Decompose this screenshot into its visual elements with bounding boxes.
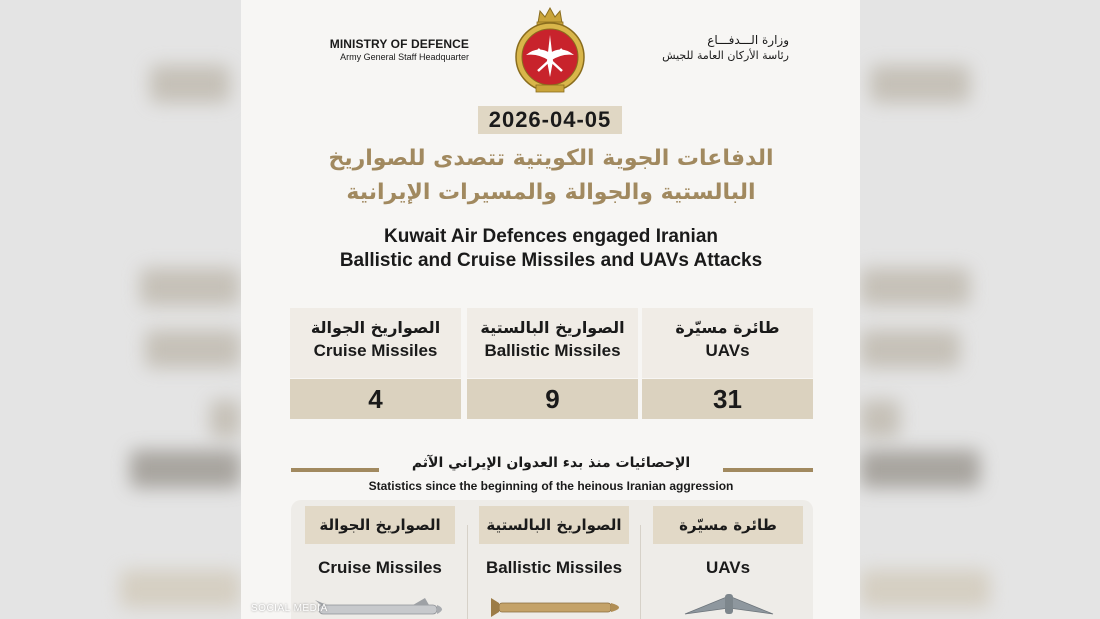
today-stat-cruise — [290, 308, 461, 419]
stat-value: 4 — [290, 379, 461, 419]
ministry-name-en: MINISTRY OF DEFENCE — [329, 37, 469, 51]
stat-header — [467, 308, 638, 378]
total-stat-cruise — [305, 506, 455, 578]
header-english — [321, 37, 469, 62]
ministry-name-ar: وزارة الـــدفـــاع — [707, 33, 789, 47]
section-divider-left — [291, 468, 379, 472]
stat-label-ar: طائرة مسيّرة — [675, 318, 780, 337]
watermark: SOCIAL MEDIA — [251, 603, 328, 614]
headline-en-line1: Kuwait Air Defences engaged Iranian — [384, 226, 718, 247]
blurred-background-right — [860, 0, 1100, 619]
stat-label-ar: الصواريخ الجوالة — [310, 318, 441, 337]
total-stat-uavs — [653, 506, 803, 578]
stat-label-en: Ballistic Missiles — [484, 341, 621, 360]
panel-divider — [640, 525, 641, 619]
stat-label-en: UAVs — [705, 341, 750, 360]
infographic-card — [241, 0, 860, 619]
panel-divider — [467, 525, 468, 619]
stat-value: 9 — [467, 379, 638, 419]
total-label-ar: الصواريخ الجوالة — [305, 506, 455, 544]
total-label-ar: طائرة مسيّرة — [653, 506, 803, 544]
today-stat-ballistic — [467, 308, 638, 419]
date-badge: 2026-04-05 — [478, 106, 622, 134]
total-label-ar: الصواريخ البالستية — [479, 506, 629, 544]
headline-ar-line2: البالستية والجوالة والمسيرات الإيرانية — [346, 180, 756, 205]
uav-drone-icon — [681, 592, 777, 619]
headline-ar-line1: الدفاعات الجوية الكويتية تتصدى للصواريخ — [328, 146, 774, 171]
hq-name-ar: رئاسة الأركان العامة للجيش — [662, 49, 789, 62]
header-arabic — [639, 33, 789, 62]
cruise-missile-icon — [313, 596, 447, 619]
section-divider-right — [723, 468, 813, 472]
total-label-en: UAVs — [705, 558, 751, 577]
stat-value: 31 — [642, 379, 813, 419]
total-label-en: Cruise Missiles — [318, 558, 442, 577]
stat-label-ar: الصواريخ البالستية — [480, 318, 625, 337]
stat-label-en: Cruise Missiles — [313, 341, 438, 360]
headline-en-line2: Ballistic and Cruise Missiles and UAVs Attacks — [339, 250, 763, 271]
ministry-emblem-icon — [510, 5, 590, 97]
section-title-ar: الإحصائيات منذ بدء العدوان الإيراني الآثم — [411, 455, 691, 471]
hq-name-en: Army General Staff Headquarter — [340, 52, 469, 62]
ballistic-missile-icon — [489, 596, 629, 619]
stat-header — [290, 308, 461, 378]
blurred-background-left — [0, 0, 241, 619]
today-stat-uavs — [642, 308, 813, 419]
total-stat-ballistic — [479, 506, 629, 578]
section-title-en: Statistics since the beginning of the heinous Iranian aggression — [368, 479, 734, 493]
total-label-en: Ballistic Missiles — [485, 558, 623, 577]
stat-header — [642, 308, 813, 378]
